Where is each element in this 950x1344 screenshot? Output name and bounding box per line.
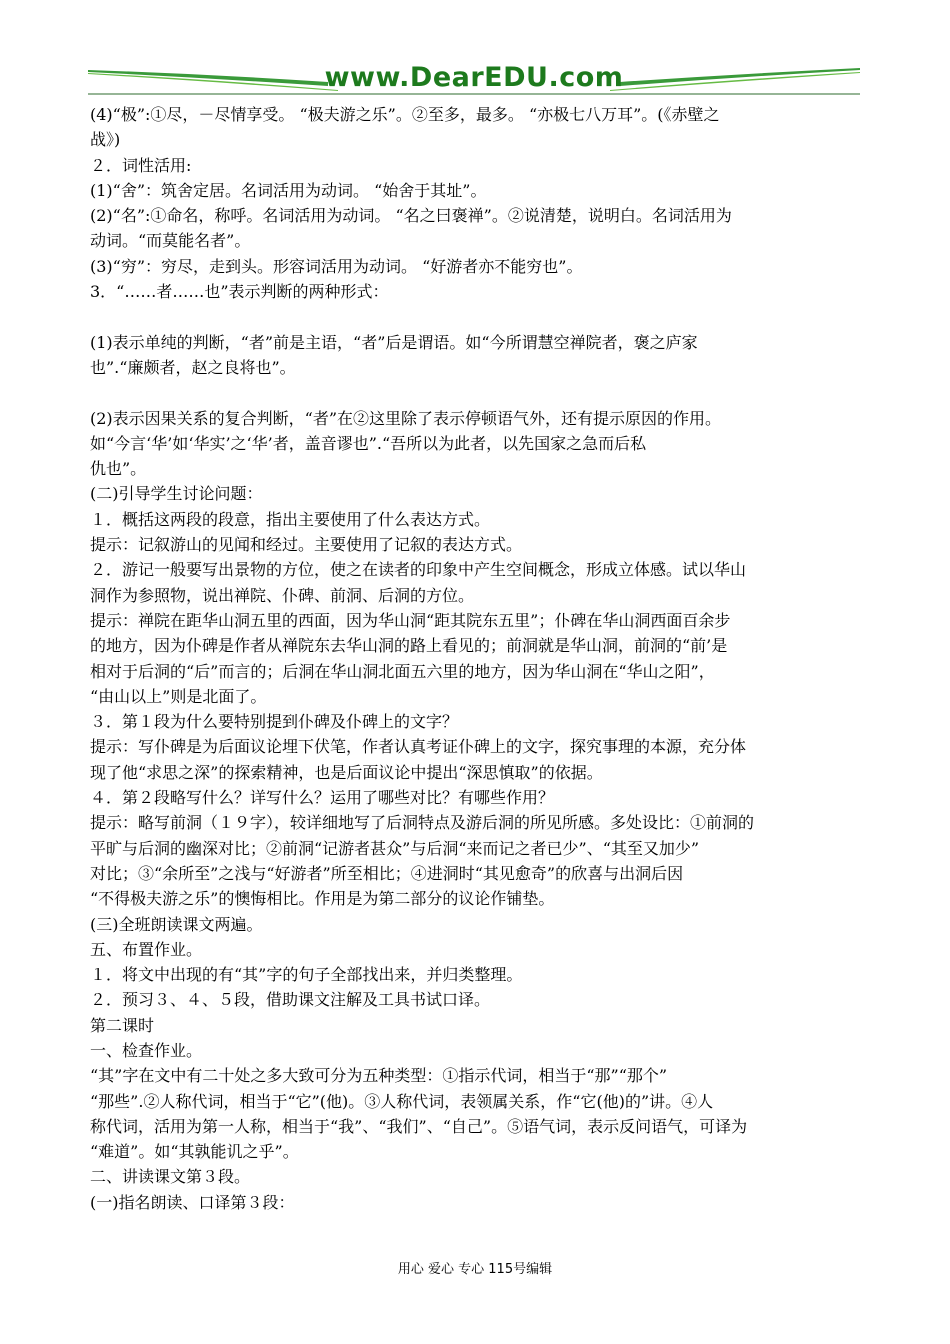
text-line: １．将文中出现的有“其”字的句子全部找出来，并归类整理。 (90, 965, 523, 985)
text-line: 一、检查作业。 (90, 1040, 203, 1060)
text-line: 平旷与后洞的幽深对比；②前洞“记游者甚众”与后洞“来而记之者已少”、“其至又加少” (90, 838, 700, 858)
text-line: (1)表示单纯的判断，“者”前是主语，“者”后是谓语。如“今所谓慧空禅院者，褒之庐家 (90, 332, 698, 352)
site-logo[interactable]: www.DearEDU.com (324, 62, 624, 93)
text-line: 提示：禅院在距华山洞五里的西面，因为华山洞“距其院东五里”；仆碑在华山洞西面百余步 (90, 610, 731, 630)
text-line: 动词。“而莫能名者”。 (90, 231, 251, 251)
text-line: 第二课时 (90, 1015, 155, 1035)
text-line: “不得极夫游之乐”的懊悔相比。作用是为第二部分的议论作铺垫。 (90, 889, 555, 909)
text-line: 提示：写仆碑是为后面议论埋下伏笔，作者认真考证仆碑上的文字，探究事理的本源，充分体 (90, 737, 747, 757)
text-line: 3．“……者……也”表示判断的两种形式： (90, 282, 389, 302)
text-line: ２．预习３、４、５段，借助课文注解及工具书试口译。 (90, 990, 491, 1010)
text-line: ２．游记一般要写出景物的方位，使之在读者的印象中产生空间概念，形成立体感。试以华山 (90, 560, 747, 580)
document-body (90, 102, 862, 1215)
text-line: 称代词，活用为第一人称，相当于“我”、“我们”、“自己”。⑤语气词，表示反问语气，可译为 (90, 1116, 748, 1136)
text-line: (4)“极”:①尽，－尽情享受。 “极夫游之乐”。②至多，最多。 “亦极七八万耳”。(《赤壁之 (90, 105, 720, 124)
text-line: “由山以上”则是北面了。 (90, 686, 267, 706)
text-line: ４．第２段略写什么？详写什么？运用了哪些对比？有哪些作用？ (90, 788, 555, 808)
text-line: (三)全班朗读课文两遍。 (90, 914, 263, 934)
text-line: 现了他“求思之深”的探索精神，也是后面议论中提出“深思慎取”的依据。 (90, 762, 603, 782)
text-line: 也”.“廉颇者，赵之良将也”。 (90, 357, 296, 377)
text-line: 洞作为参照物，说出禅院、仆碑、前洞、后洞的方位。 (90, 585, 475, 605)
text-line: 对比；③“余所至”之浅与“好游者”所至相比；④进洞时“其见愈奇”的欣喜与出洞后因 (90, 863, 684, 883)
text-line: 战》) (90, 130, 121, 150)
text-line: (3)“穷”：穷尽，走到头。形容词活用为动词。 “好游者亦不能穷也”。 (90, 256, 583, 276)
site-header-banner (88, 60, 860, 98)
text-line: (一)指名朗读、口译第３段： (90, 1192, 295, 1212)
blank-line (90, 380, 862, 405)
text-line: 提示：记叙游山的见闻和经过。主要使用了记叙的表达方式。 (90, 535, 523, 555)
blank-line (90, 304, 862, 329)
text-line: ３．第１段为什么要特别提到仆碑及仆碑上的文字？ (90, 712, 459, 732)
text-line: (2)表示因果关系的复合判断，“者”在②这里除了表示停顿语气外，还有提示原因的作用。 (90, 408, 722, 428)
text-line: “那些”.②人称代词，相当于“它”(他)。③人称代词，表领属关系，作“它(他)的”讲。④人 (90, 1091, 714, 1111)
text-line: 二、讲读课文第３段。 (90, 1167, 251, 1187)
text-line: 仇也”。 (90, 459, 147, 479)
text-line: “其”字在文中有二十处之多大致可分为五种类型：①指示代词，相当于“那”“那个” (90, 1066, 668, 1086)
text-line: (2)“名”:①命名，称呼。名词活用为动词。 “名之曰褒禅”。②说清楚，说明白。名词活用为 (90, 206, 732, 226)
text-line: ２．词性活用: (90, 155, 192, 175)
text-line: (二)引导学生讨论问题： (90, 484, 263, 504)
text-line: 提示：略写前洞（１９字），较详细地写了后洞特点及游后洞的所见所感。多处设比：①前洞的 (90, 813, 755, 833)
text-line: 五、布置作业。 (90, 939, 203, 959)
text-line: “难道”。如“其孰能讥之乎”。 (90, 1142, 299, 1162)
text-line: (1)“舍”：筑舍定居。名词活用为动词。 “始舍于其址”。 (90, 180, 487, 200)
text-line: 相对于后洞的“后”而言的；后洞在华山洞北面五六里的地方，因为华山洞在“华山之阳”， (90, 661, 715, 681)
text-line: 的地方，因为仆碑是作者从禅院东去华山洞的路上看见的；前洞就是华山洞，前洞的“前’是 (90, 636, 728, 656)
page-footer: 用心 爱心 专心 115号编辑 (397, 1262, 553, 1277)
text-line: 如“今言‘华’如‘华实’之‘华’者，盖音谬也”.“吾所以为此者，以先国家之急而后私 (90, 433, 647, 453)
text-line: １．概括这两段的段意，指出主要使用了什么表达方式。 (90, 509, 491, 529)
